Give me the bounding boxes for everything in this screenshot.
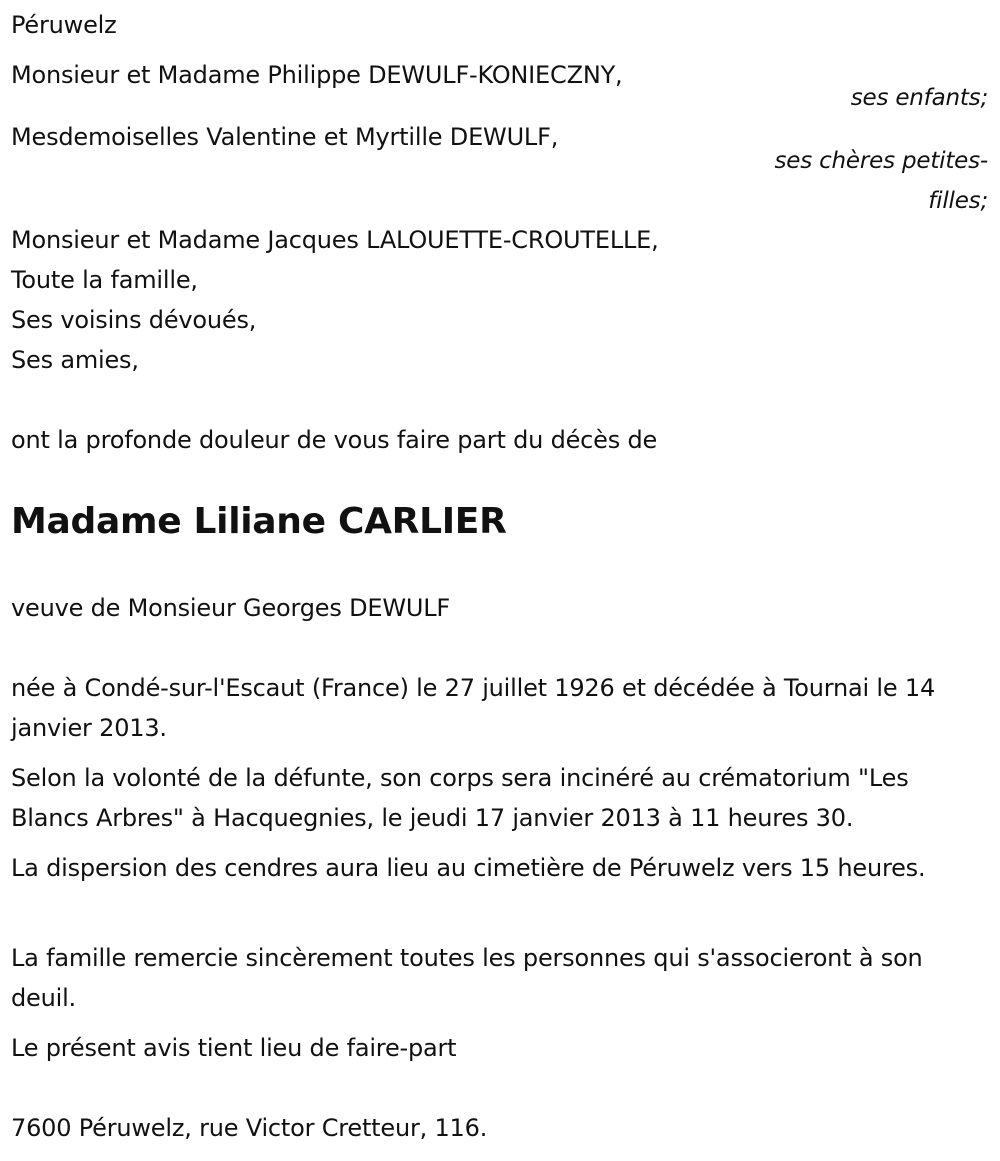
widow-of-text: veuve de Monsieur Georges DEWULF	[11, 594, 450, 622]
deceased-name: Madame Liliane CARLIER	[11, 501, 507, 542]
birth-death-paragraph: née à Condé-sur-l'Escaut (France) le 27 juillet 1926 et décédée à Tournai le 14 janvier 2013.	[11, 674, 936, 742]
family-line-children: Monsieur et Madame Philippe DEWULF-KONIECZNY,	[11, 61, 623, 89]
family-line-neighbors: Ses voisins dévoués,	[11, 306, 257, 334]
thanks-paragraph: La famille remercie sincèrement toutes les personnes qui s'associeront à son deuil.	[11, 944, 923, 1012]
role-children: ses enfants;	[850, 85, 988, 111]
notice-text: Le présent avis tient lieu de faire-part	[11, 1034, 457, 1062]
cremation-paragraph: Selon la volonté de la défunte, son corps sera incinéré au crématorium "Les Blancs Arbres" à Hacquegnies, le jeudi 17 janvier 2013 à 11 heures 30.	[11, 764, 909, 832]
location-header: Péruwelz	[11, 11, 117, 39]
address-text: 7600 Péruwelz, rue Victor Cretteur, 116.	[11, 1114, 488, 1142]
role-granddaughters-line1: ses chères petites-	[774, 148, 988, 174]
family-line-lalouette: Monsieur et Madame Jacques LALOUETTE-CROUTELLE,	[11, 226, 659, 254]
family-line-granddaughters: Mesdemoiselles Valentine et Myrtille DEWULF,	[11, 123, 559, 151]
announcement-text: ont la profonde douleur de vous faire part du décès de	[11, 426, 658, 454]
family-line-whole-family: Toute la famille,	[11, 266, 198, 294]
family-line-friends: Ses amies,	[11, 346, 139, 374]
role-granddaughters-line2: filles;	[928, 188, 988, 214]
dispersion-paragraph: La dispersion des cendres aura lieu au cimetière de Péruwelz vers 15 heures.	[11, 854, 926, 882]
